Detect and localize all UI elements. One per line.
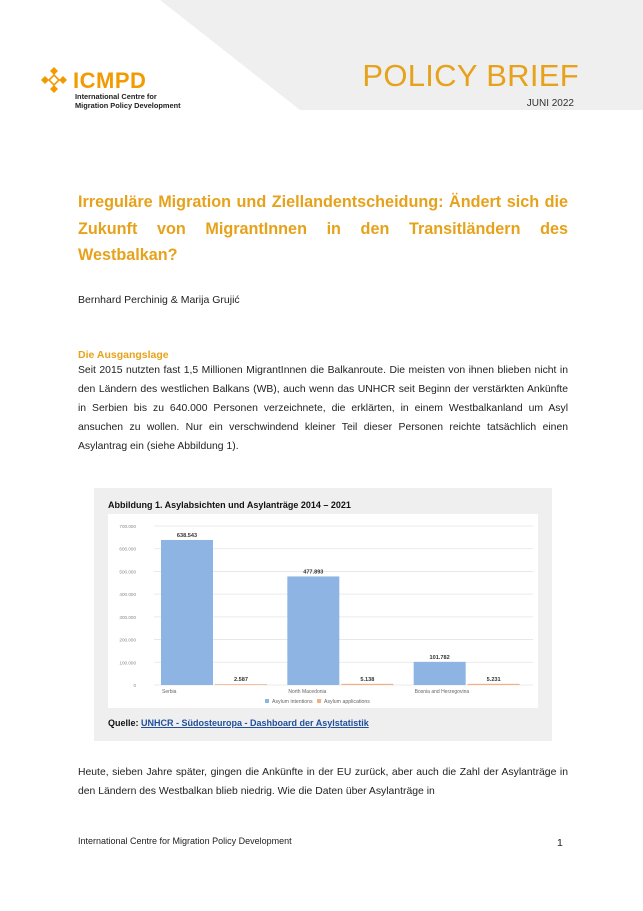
- section-heading: Die Ausgangslage: [78, 349, 169, 361]
- data-label: 101.782: [429, 654, 450, 661]
- x-tick-label: North Macedonia: [288, 689, 327, 695]
- bar: [215, 684, 267, 685]
- bar: [414, 662, 466, 685]
- page-number: 1: [557, 837, 563, 849]
- legend-swatch: [265, 699, 269, 703]
- document-title: Irreguläre Migration und Ziellandentscheidung: Ändert sich die Zukunft von MigrantInnen in den Transitländern des Westbalkan?: [78, 193, 568, 264]
- document-type: POLICY BRIEF: [362, 58, 579, 93]
- footer-organisation: International Centre for Migration Policy Development: [78, 836, 292, 846]
- x-tick-label: Serbia: [162, 689, 177, 695]
- data-label: 638.543: [176, 532, 198, 539]
- data-label: 2.587: [234, 677, 248, 684]
- paragraph-1: Seit 2015 nutzten fast 1,5 Millionen MigrantInnen die Balkanroute. Die meisten von ihnen blieben nicht in den Ländern des westlichen Balkans (WB), auch wenn das UNHCR seit Beginn der verstärkten Ankünfte in Serbien bis zu 640.000 Personen verzeichnete, die erklärten, in einem Westbalkanland um Asyl ansuchen zu wollen. Nur ein verschwindend kleiner Teil dieser Personen reichte tatsächlich einen Asylantrag ein (siehe Abbildung 1).: [78, 365, 568, 452]
- bar: [341, 684, 393, 685]
- data-label: 5.231: [486, 676, 501, 683]
- bar-chart: [108, 514, 538, 708]
- logo-wordmark: ICMPD: [73, 68, 147, 93]
- source-link[interactable]: UNHCR - Südosteuropa - Dashboard der Asylstatistik: [141, 718, 369, 728]
- data-label: 5.138: [360, 676, 375, 683]
- y-tick-label: 700.000: [119, 524, 136, 529]
- bar: [161, 540, 213, 685]
- y-tick-label: 400.000: [119, 592, 136, 598]
- chart-area: [108, 514, 538, 708]
- icmpd-logo: [40, 66, 180, 110]
- paragraph-2: Heute, sieben Jahre später, gingen die Ankünfte in der EU zurück, aber auch die Zahl der Asylanträge in den Ländern des Westbalkan blieb niedrig. Wie die Daten über Asylanträge in: [78, 767, 568, 797]
- figure-caption: Abbildung 1. Asylabsichten und Asylanträge 2014 – 2021: [108, 500, 351, 510]
- y-tick-label: 100.000: [119, 660, 136, 666]
- y-tick-label: 0: [133, 683, 136, 688]
- bar: [468, 684, 520, 685]
- y-tick-label: 200.000: [119, 637, 136, 643]
- legend-entry: Asylum applications: [324, 699, 370, 705]
- legend-entry: Asylum intentions: [272, 699, 313, 705]
- figure-source: [108, 717, 369, 729]
- bar: [287, 576, 339, 685]
- data-label: 477.893: [303, 569, 324, 576]
- figure-1: [94, 488, 552, 741]
- y-tick-label: 300.000: [119, 614, 136, 620]
- legend-swatch: [317, 699, 321, 703]
- logo-mark-icon: [40, 66, 68, 94]
- y-tick-label: 600.000: [119, 546, 136, 552]
- authors: Bernhard Perchinig & Marija Grujić: [78, 294, 240, 306]
- source-label: Quelle:: [108, 718, 139, 728]
- y-tick-label: 500.000: [119, 569, 136, 575]
- x-tick-label: Bosnia and Herzegovina: [414, 689, 470, 695]
- logo-subtitle: International Centre for Migration Policy Development: [75, 92, 181, 110]
- publication-date: JUNI 2022: [526, 98, 574, 109]
